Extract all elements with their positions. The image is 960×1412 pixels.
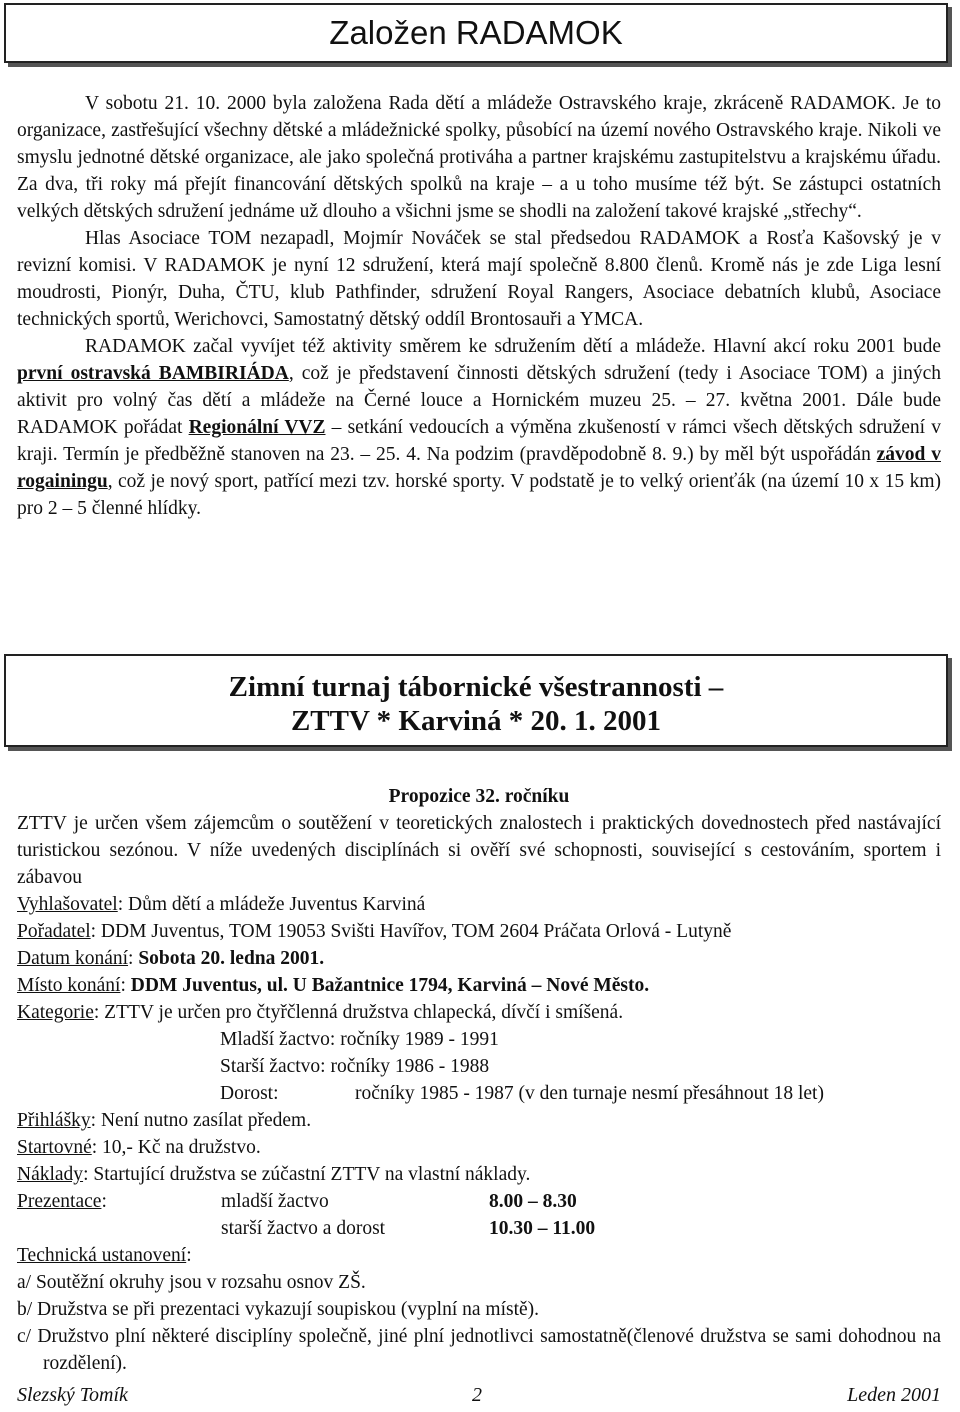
page-footer — [17, 1384, 941, 1412]
naklady-label: Náklady — [17, 1164, 84, 1185]
vvz-link: Regionální VVZ — [188, 417, 326, 438]
technicka-item-b: b/ Družstva se při prezentaci vykazují soupiskou (vyplní na místě). — [17, 1299, 540, 1320]
startovne-row — [17, 1134, 941, 1161]
prihlasky-row — [17, 1107, 941, 1134]
article-radamok — [17, 90, 941, 522]
ztv-title-line2: ZTTV * Karviná * 20. 1. 2001 — [290, 705, 662, 737]
paragraph-members: Hlas Asociace TOM nezapadl, Mojmír Nováček se stal předsedou RADAMOK a Rosťa Kašovský je v revizní komisi. V RADAMOK je nyní 12 sdružení, která mají společně 8.800 členů. Kromě nás je zde Liga lesní moudrosti, Pionýr, Duha, ČTU, klub Pathfinder, sdružení Royal Rangers, Asociace debatních klubů, Asociace technických sportů, Werichovci, Samostatný dětský oddíl Brontosauři a YMCA. — [17, 228, 941, 330]
prezentace-label-wrap: Prezentace: — [17, 1191, 107, 1212]
vyhlasovatel-label: Vyhlašovatel — [17, 894, 118, 915]
footer-date: Leden 2001 — [847, 1384, 941, 1406]
kategorie-row — [17, 999, 941, 1026]
ztv-title-line1: Zimní turnaj tábornické všestrannosti – — [228, 671, 724, 703]
naklady-value: : Startující družstva se zúčastní ZTTV na vlastní náklady. — [83, 1164, 531, 1185]
category-youth-value: ročníky 1985 - 1987 (v den turnaje nesmí přesáhnout 18 let) — [355, 1083, 824, 1104]
startovne-label: Startovné — [17, 1137, 92, 1158]
activities-text-c: – setkání vedoucích a výměna zkušeností v rámci všech dětských sdružení v kraji. Termín je předběžně stanoven na 23. – 25. 4. Na podzim (pravděpodobně 8. 9.) by měl být uspořádán — [17, 417, 941, 465]
category-senior: Starší žactvo: ročníky 1986 - 1988 — [220, 1056, 490, 1077]
kategorie-value: : ZTTV je určen pro čtyřčlenná družstva chlapecká, dívčí i smíšená. — [93, 1002, 624, 1023]
paragraph-founding: V sobotu 21. 10. 2000 byla založena Rada dětí a mládeže Ostravského kraje, zkráceně RADAMOK. Je to organizace, zastřešující všechny dětské a mládežnické spolky, působící na území nového Ostravského kraje. Nikoli ve smyslu jednotné dětské organizace, ale jako společná protiváha a partner krajskému zastupitelstvu a krajskému úřadu. Za dva, tři roky má přejít financování dětských spolků na kraje – a u toho musíme též být. Se zástupci ostatních velkých dětských sdružení jednáme už dlouho a všichni jsme se shodli na založení takové krajské „střechy“. — [17, 93, 941, 222]
activities-text-b: , což je představení činnosti dětských sdružení (tedy i Asociace TOM) a jiných aktivit pro volný čas dětí a mládeže na Černé louce a Hornickém muzeu 25. – 27. května 2001. Dále bude RADAMOK pořádat — [17, 363, 941, 438]
prezentace-row-2 — [17, 1215, 941, 1242]
misto-value: DDM Juventus, ul. U Bažantnice 1794, Karviná – Nové Město. — [130, 975, 650, 996]
propozice-heading: Propozice 32. ročníku — [388, 786, 570, 807]
prezentace-row-1 — [17, 1188, 941, 1215]
propozice-intro: ZTTV je určen všem zájemcům o soutěžení v teoretických znalostech i praktických dovednostech před nastávající turistickou sezónou. V níže uvedených disciplínách si ověří své schopnosti, související s cestováním, sportem i zábavou — [17, 813, 941, 888]
rogaining-link: závod v rogainingu — [17, 444, 941, 492]
article-title-box — [4, 3, 948, 63]
category-youth — [17, 1080, 941, 1107]
ztv-title-box — [4, 654, 948, 747]
propozice-section — [17, 783, 941, 1377]
poradatel-row — [17, 918, 941, 945]
startovne-value: : 10,- Kč na družstvo. — [91, 1137, 261, 1158]
paragraph-activities — [17, 333, 941, 522]
technicka-item-c: c/ Družstvo plní některé disciplíny společně, jiné plní jednotlivci samostatně(členové družstva se sami dohodnou na rozdělení). — [17, 1326, 941, 1374]
prezentace-label: Prezentace — [17, 1191, 102, 1212]
footer-page-number: 2 — [472, 1384, 482, 1406]
activities-text-d: , což je nový sport, patřící mezi tzv. horské sporty. V podstatě je to velký orienťák (na území 10 x 15 km) pro 2 – 5 členné hlídky. — [17, 471, 941, 519]
vyhlasovatel-value: : Dům dětí a mládeže Juventus Karviná — [117, 894, 426, 915]
article-title: Založen RADAMOK — [329, 14, 623, 51]
technicka-label: Technická ustanovení — [17, 1245, 187, 1266]
misto-label: Místo konání — [17, 975, 121, 996]
vyhlasovatel-row — [17, 891, 941, 918]
prezentace-time-junior: 8.00 – 8.30 — [489, 1191, 577, 1212]
prezentace-group-senior: starší žactvo a dorost — [221, 1218, 386, 1239]
datum-value: Sobota 20. ledna 2001. — [138, 948, 325, 969]
datum-row: Datum konání: Sobota 20. ledna 2001. — [17, 948, 325, 969]
footer-publication: Slezský Tomík — [17, 1384, 128, 1406]
poradatel-label: Pořadatel — [17, 921, 91, 942]
technicka-row: Technická ustanovení: — [17, 1245, 192, 1266]
bambiriada-link: první ostravská BAMBIRIÁDA — [17, 363, 289, 384]
prezentace-time-senior: 10.30 – 11.00 — [489, 1218, 596, 1239]
activities-text-a: RADAMOK začal vyvíjet též aktivity směrem ke sdružením dětí a mládeže. Hlavní akcí roku 2001 bude — [85, 336, 941, 357]
technicka-item-a: a/ Soutěžní okruhy jsou v rozsahu osnov ZŠ. — [17, 1272, 366, 1293]
datum-label: Datum konání — [17, 948, 129, 969]
prihlasky-label: Přihlášky — [17, 1110, 91, 1131]
category-junior: Mladší žactvo: ročníky 1989 - 1991 — [220, 1029, 499, 1050]
prihlasky-value: : Není nutno zasílat předem. — [90, 1110, 312, 1131]
naklady-row — [17, 1161, 941, 1188]
kategorie-label: Kategorie — [17, 1002, 94, 1023]
category-youth-label: Dorost: — [220, 1083, 279, 1104]
prezentace-group-junior: mladší žactvo — [221, 1191, 329, 1212]
misto-row: Místo konání: DDM Juventus, ul. U Bažantnice 1794, Karviná – Nové Město. — [17, 975, 650, 996]
poradatel-value: : DDM Juventus, TOM 19053 Svišti Havířov, TOM 2604 Práčata Orlová - Lutyně — [90, 921, 732, 942]
